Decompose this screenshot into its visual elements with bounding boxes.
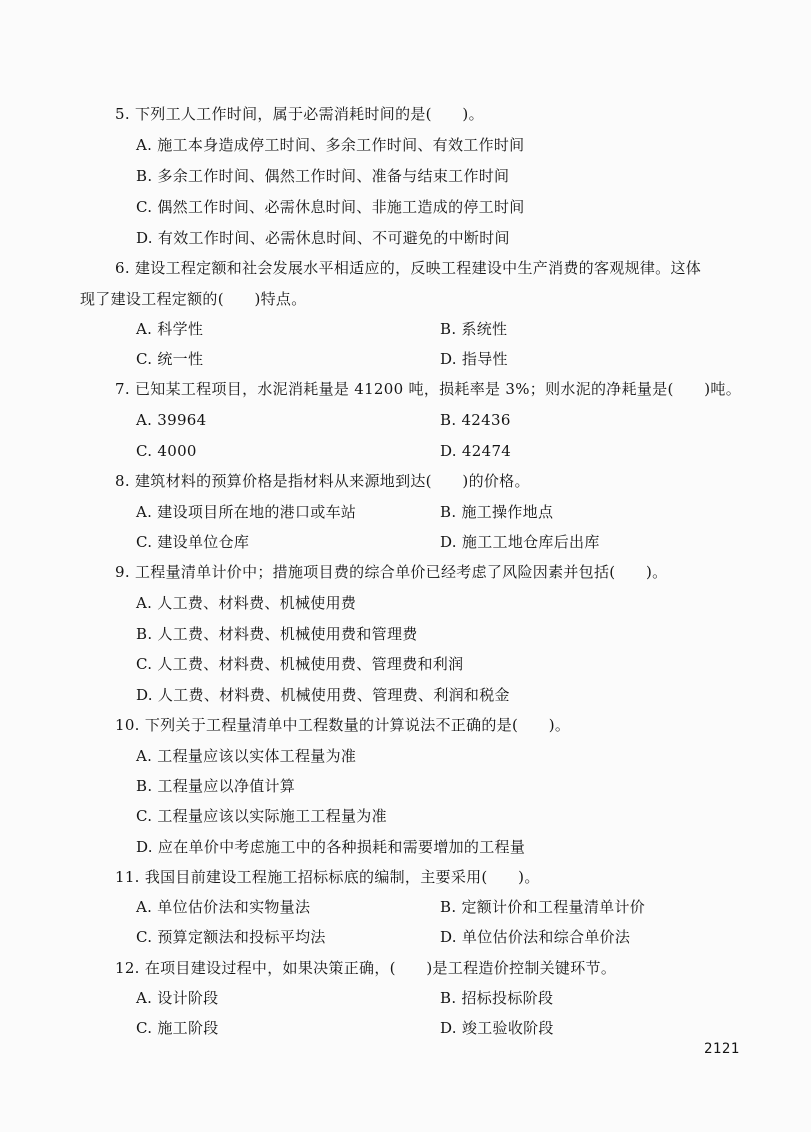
question-11-option-a: A. 单位估价法和实物量法 <box>136 898 311 916</box>
question-8-option-d: D. 施工工地仓库后出库 <box>440 533 600 551</box>
question-11-option-c: C. 预算定额法和投标平均法 <box>136 928 326 946</box>
page-number: 2121 <box>704 1041 740 1057</box>
question-5-option-d: D. 有效工作时间、必需休息时间、不可避免的中断时间 <box>136 229 510 247</box>
question-10-option-b: B. 工程量应以净值计算 <box>136 777 296 795</box>
question-5-option-a: A. 施工本身造成停工时间、多余工作时间、有效工作时间 <box>136 136 525 154</box>
question-9-stem: 9. 工程量清单计价中；措施项目费的综合单价已经考虑了风险因素并包括( )。 <box>115 563 668 581</box>
question-12-option-d: D. 竣工验收阶段 <box>440 1019 554 1037</box>
question-12-option-a: A. 设计阶段 <box>136 989 219 1007</box>
question-9-option-a: A. 人工费、材料费、机械使用费 <box>136 594 357 612</box>
question-11-stem: 11. 我国目前建设工程施工招标标底的编制，主要采用( )。 <box>115 868 540 886</box>
question-6-stem-continued: 现了建设工程定额的( )特点。 <box>80 290 307 308</box>
question-10-option-a: A. 工程量应该以实体工程量为准 <box>136 747 357 765</box>
question-5-option-c: C. 偶然工作时间、必需休息时间、非施工造成的停工时间 <box>136 198 525 216</box>
question-6-option-a: A. 科学性 <box>136 320 204 338</box>
question-7-stem: 7. 已知某工程项目，水泥消耗量是 41200 吨，损耗率是 3%；则水泥的净耗量是( )吨。 <box>115 380 742 398</box>
question-7-option-b: B. 42436 <box>440 411 511 429</box>
question-8-option-c: C. 建设单位仓库 <box>136 533 250 551</box>
question-8-option-a: A. 建设项目所在地的港口或车站 <box>136 503 357 521</box>
question-10-stem: 10. 下列关于工程量清单中工程数量的计算说法不正确的是( )。 <box>115 716 571 734</box>
question-7-option-c: C. 4000 <box>136 442 197 460</box>
question-6-option-b: B. 系统性 <box>440 320 508 338</box>
question-7-option-d: D. 42474 <box>440 442 512 460</box>
question-10-option-d: D. 应在单价中考虑施工中的各种损耗和需要增加的工程量 <box>136 838 526 856</box>
question-6-option-d: D. 指导性 <box>440 350 508 368</box>
question-12-stem: 12. 在项目建设过程中，如果决策正确，( )是工程造价控制关键环节。 <box>115 959 617 977</box>
question-11-option-d: D. 单位估价法和综合单价法 <box>440 928 631 946</box>
question-5-option-b: B. 多余工作时间、偶然工作时间、准备与结束工作时间 <box>136 167 510 185</box>
question-6-option-c: C. 统一性 <box>136 350 204 368</box>
question-10-option-c: C. 工程量应该以实际施工工程量为准 <box>136 807 387 825</box>
question-12-option-b: B. 招标投标阶段 <box>440 989 554 1007</box>
question-9-option-c: C. 人工费、材料费、机械使用费、管理费和利润 <box>136 655 464 673</box>
question-9-option-d: D. 人工费、材料费、机械使用费、管理费、利润和税金 <box>136 686 510 704</box>
question-5-stem: 5. 下列工人工作时间，属于必需消耗时间的是( )。 <box>115 105 484 123</box>
question-8-stem: 8. 建筑材料的预算价格是指材料从来源地到达( )的价格。 <box>115 472 530 490</box>
question-12-option-c: C. 施工阶段 <box>136 1019 219 1037</box>
question-6-stem: 6. 建设工程定额和社会发展水平相适应的，反映工程建设中生产消费的客观规律。这体 <box>115 259 702 277</box>
question-7-option-a: A. 39964 <box>136 411 207 429</box>
question-9-option-b: B. 人工费、材料费、机械使用费和管理费 <box>136 625 418 643</box>
question-11-option-b: B. 定额计价和工程量清单计价 <box>440 898 646 916</box>
question-8-option-b: B. 施工操作地点 <box>440 503 554 521</box>
